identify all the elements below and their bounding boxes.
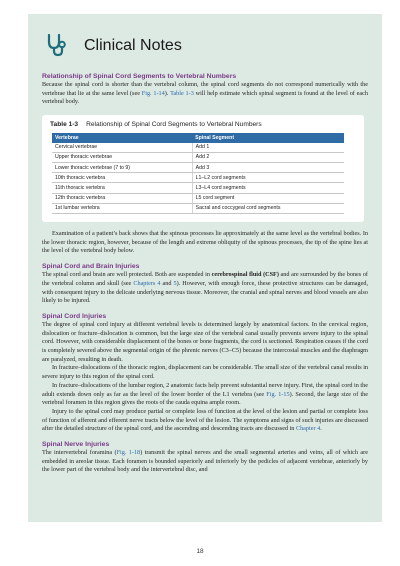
table-cell: Add 1 [192, 143, 344, 153]
table-cell: L1–L2 cord segments [192, 173, 344, 183]
table-1-3-box [42, 115, 364, 222]
table-row [52, 143, 344, 153]
table-row [52, 193, 344, 203]
section-heading-spinal-nerve-injuries: Spinal Nerve Injuries [42, 441, 110, 449]
paragraph-lumbar-injuries: In fracture–dislocations of the lumbar region, 2 anatomic facts help prevent substantial nerve injury. First, the spinal cord in the adult extends down only as far as the level of the lower border of the L1 vertebra (see Fig. 1-15). Second, the large size of the vertebral foramen in this region gives the roots of the cauda equina ample room. [42, 381, 369, 407]
table-cell: 1st lumbar vertebra [52, 203, 192, 213]
section-heading-cord-brain-injuries: Spinal Cord and Brain Injuries [42, 263, 140, 271]
paragraph-injury-degree: The degree of spinal cord injury at different vertebral levels is determined largely by anatomical factors. In the cervical region, dislocation or fracture–dislocation is common, but the large size of the vertebral canal usually prevents severe injury to the spinal cord. However, with considerable displacement of the bones or bone fragments, the cord is sectioned. Respiration ceases if the cord is completely severed above the segmental origin of the phrenic nerves (C3–C5) because the intercostal muscles and the diaphragm are paralyzed, resulting in death. [42, 320, 368, 363]
table-title: Relationship of Spinal Cord Segments to Vertebral Numbers [86, 121, 262, 129]
link-chapters-4[interactable]: Chapters 4 [133, 279, 161, 287]
table-cell: Sacral and coccygeal cord segments [192, 203, 344, 213]
table-cell: L5 cord segment [192, 193, 344, 203]
table-row [52, 152, 344, 162]
table-header-vertebrae: Vertebrae [52, 133, 192, 143]
section-heading-spinal-cord-injuries: Spinal Cord Injuries [42, 312, 107, 320]
paragraph-spinous-processes: Examination of a patient’s back shows that the spinous processes lie approximately at the same level as the vertebral bodies. In the lower thoracic region, however, because of the length and extreme obliquity of the spinous processes, the tip of the spine lies at the level of the vertebral body below. [42, 230, 368, 255]
paragraph-segments-intro: Because the spinal cord is shorter than the vertebral column, the spinal cord segments do not correspond numerically with the vertebrae that lie at the same level (see Fig. 1-14). Table 1-3 will help estimate which spinal segment is found at the level of each vertebral body. [42, 81, 369, 106]
table-caption [50, 121, 356, 128]
table-cell: 12th thoracic vertebra [52, 193, 192, 203]
table-cell: Add 2 [192, 152, 344, 162]
table-row [52, 183, 344, 193]
stethoscope-icon [44, 32, 70, 58]
page-number: 18 [196, 548, 204, 555]
table-row [52, 163, 344, 173]
table-cell: Cervical vertebrae [52, 143, 192, 153]
clinical-notes-title: Clinical Notes [84, 37, 182, 54]
term-csf: cerebrospinal fluid (CSF) [211, 271, 279, 279]
paragraph-thoracic-injuries: In fracture–dislocations of the thoracic region, displacement can be considerable. The small size of the vertebral canal results in severe injury to this region of the spinal cord. [42, 364, 369, 381]
table-label: Table 1-3 [50, 121, 79, 129]
table-cell: Upper thoracic vertebrae [52, 152, 192, 162]
table-header-spinal-segment: Spinal Segment [192, 133, 344, 143]
clinical-notes-box [28, 14, 382, 522]
link-fig-1-18[interactable]: Fig. 1-18 [116, 449, 141, 457]
table-header-row [52, 133, 344, 143]
paragraph-cord-brain-injuries: The spinal cord and brain are well protected. Both are suspended in cerebrospinal fluid (CSF) and are surrounded by the bones of the vertebral column and skull (see Chapters 4 and 5). However, with enough force, these protective structures can be damaged, with consequent injury to the delicate underlying nervous tissue. Moreover, the cranial and spinal nerves and blood vessels are also likely to be injured. [42, 271, 368, 305]
clinical-notes-header [28, 14, 382, 64]
segments-table [52, 133, 344, 214]
table-cell: Lower thoracic vertebrae (7 to 9) [52, 163, 192, 173]
paragraph-intervertebral-foramina: The intervertebral foramina (Fig. 1-18) transmit the spinal nerves and the small segmental arteries and veins, all of which are embedded in areolar tissue. Each foramen is bounded superiorly and inferiorly by the pedicles of adjacent vertebrae, anteriorly by the lower part of the vertebral body and the intervertebral disc, and [42, 449, 368, 474]
table-cell: L3–L4 cord segments [192, 183, 344, 193]
link-chapter-4[interactable]: Chapter 4 [295, 425, 321, 433]
link-fig-1-14[interactable]: Fig. 1-14 [141, 89, 165, 97]
link-chapter-5[interactable]: 5 [173, 279, 177, 287]
section-heading-segments: Relationship of Spinal Cord Segments to Vertebral Numbers [42, 73, 237, 80]
link-fig-1-15[interactable]: Fig. 1-15 [266, 390, 290, 398]
table-cell: 10th thoracic vertebra [52, 173, 192, 183]
table-cell: Add 3 [192, 163, 344, 173]
link-table-1-3[interactable]: Table 1-3 [170, 89, 194, 97]
notes-content [42, 72, 368, 475]
table-row [52, 203, 344, 213]
table-cell: 11th thoracic vertebra [52, 183, 192, 193]
paragraph-loss-of-function: Injury to the spinal cord may produce partial or complete loss of function at the level of the lesion and partial or complete loss of function of afferent and efferent nerve tracts below the level of the lesion. The symptoms and signs of such injuries are discussed after the detailed structure of the spinal cord, and the ascending and descending tracts are discussed in Chapter 4. [42, 407, 368, 433]
table-row [52, 173, 344, 183]
